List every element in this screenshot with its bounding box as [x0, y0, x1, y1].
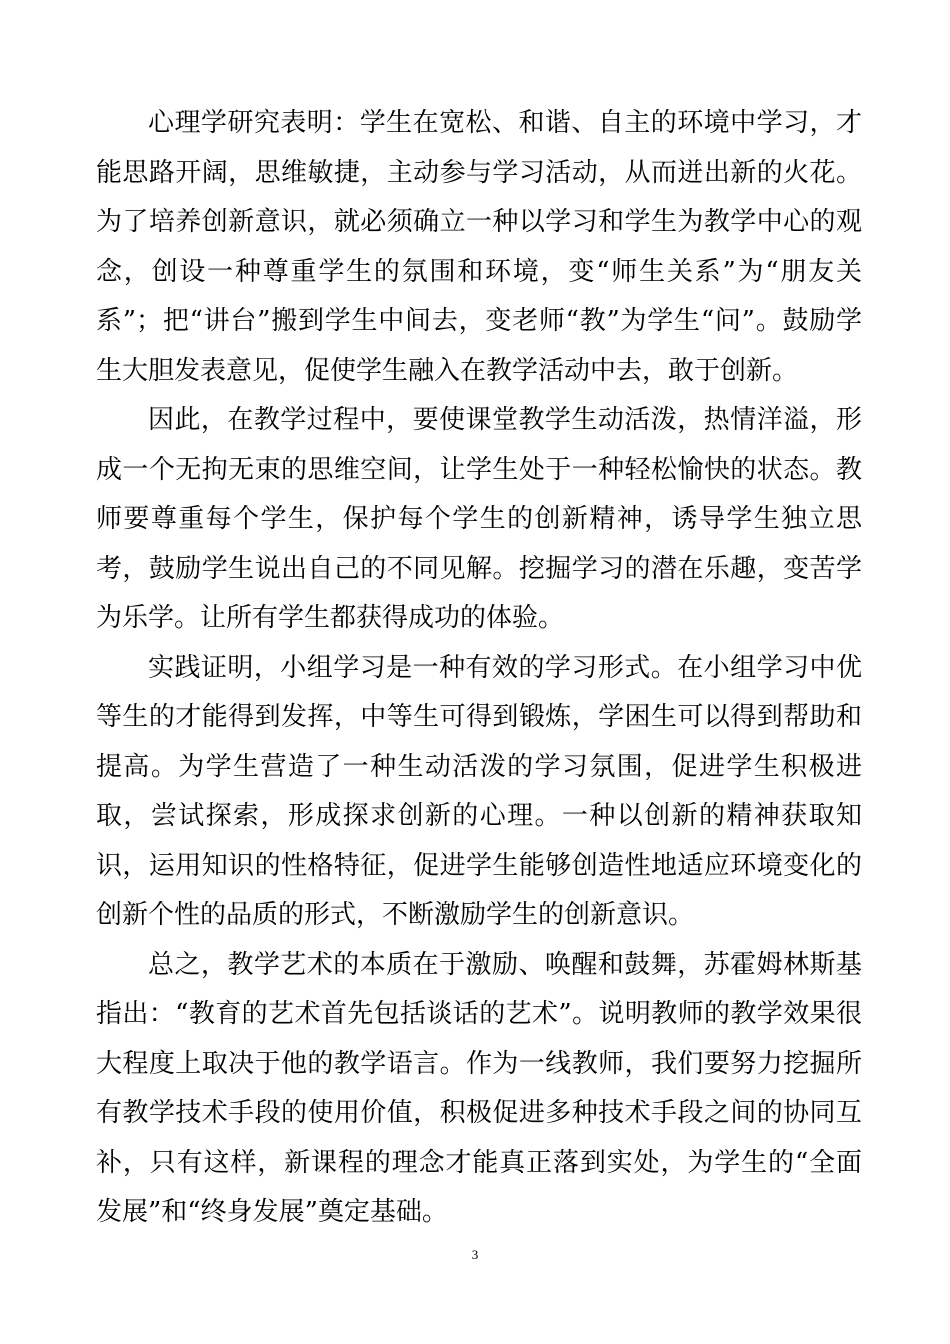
- paragraph-1: 心理学研究表明：学生在宽松、和谐、自主的环境中学习，才能思路开阔，思维敏捷，主动参与学习活动，从而迸出新的火花。为了培养创新意识，就必须确立一种以学习和学生为教学中心的观念，创设一种尊重学生的氛围和环境，变“师生关系”为“朋友关系”；把“讲台”搬到学生中间去，变老师“教”为学生“问”。鼓励学生大胆发表意见，促使学生融入在教学活动中去，敢于创新。: [96, 108, 862, 386]
- document-body: [96, 99, 862, 1238]
- paragraph-2: 因此，在教学过程中，要使课堂教学生动活泼，热情洋溢，形成一个无拘无束的思维空间，让学生处于一种轻松愉快的状态。教师要尊重每个学生，保护每个学生的创新精神，诱导学生独立思考，鼓励学生说出自己的不同见解。挖掘学习的潜在乐趣，变苦学为乐学。让所有学生都获得成功的体验。: [96, 405, 862, 633]
- paragraph-4: 总之，教学艺术的本质在于激励、唤醒和鼓舞，苏霍姆林斯基指出：“教育的艺术首先包括谈话的艺术”。说明教师的教学效果很大程度上取决于他的教学语言。作为一线教师，我们要努力挖掘所有教学技术手段的使用价值，积极促进多种技术手段之间的协同互补，只有这样，新课程的理念才能真正落到实处，为学生的“全面发展”和“终身发展”奠定基础。: [96, 949, 862, 1227]
- paragraph-3: 实践证明，小组学习是一种有效的学习形式。在小组学习中优等生的才能得到发挥，中等生可得到锻炼，学困生可以得到帮助和提高。为学生营造了一种生动活泼的学习氛围，促进学生积极进取，尝试探索，形成探求创新的心理。一种以创新的精神获取知识，运用知识的性格特征，促进学生能够创造性地适应环境变化的创新个性的品质的形式，不断激励学生的创新意识。: [96, 652, 862, 930]
- page-number: 3: [471, 1247, 479, 1262]
